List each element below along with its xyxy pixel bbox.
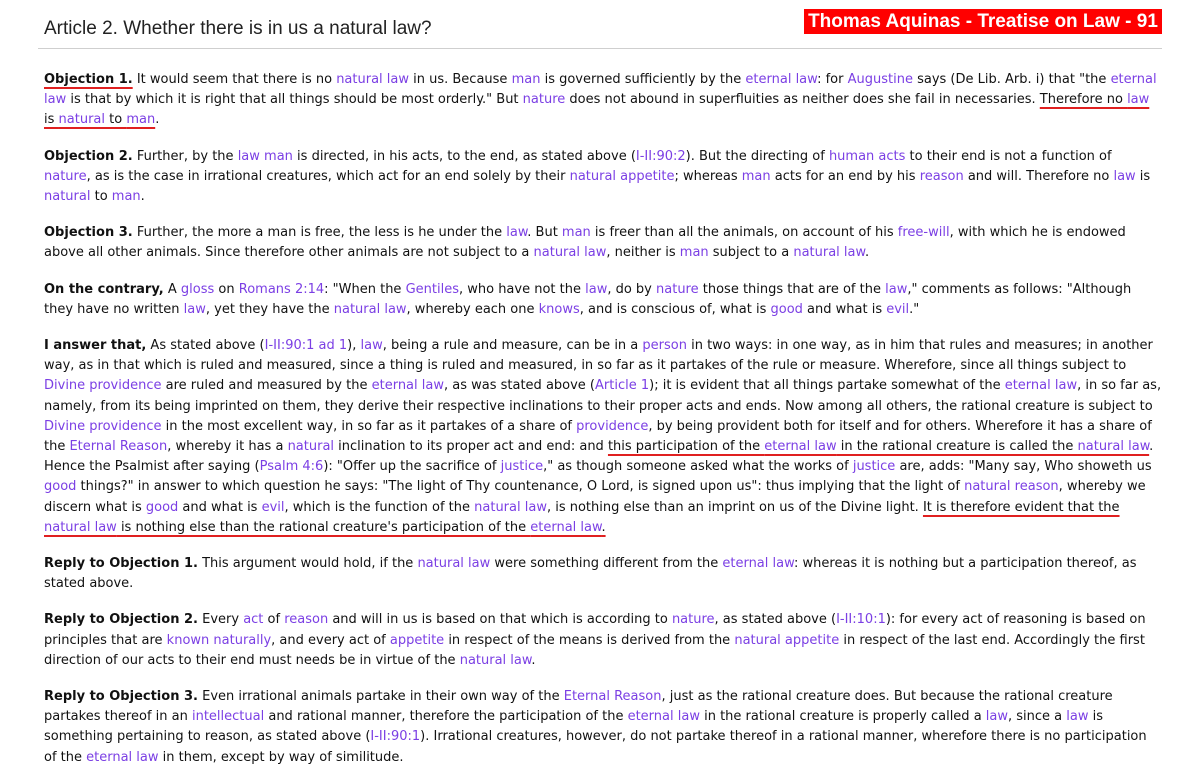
- text-segment: in the rational creature is called the: [836, 439, 1078, 455]
- text-segment: .: [601, 519, 606, 535]
- paragraph-label: Objection 1.: [44, 72, 133, 87]
- text-segment: those things that are of the: [698, 281, 886, 297]
- text-segment: acts for an end by his: [770, 168, 920, 184]
- term-link[interactable]: nature: [522, 92, 566, 108]
- term-link[interactable]: man: [264, 148, 293, 164]
- text-segment: , as stated above (: [714, 612, 837, 628]
- text-segment: ): for every act of reasoning is based on principles that are: [44, 612, 1146, 648]
- term-link[interactable]: I-II:90:2: [635, 148, 686, 164]
- text-segment: Every: [197, 612, 244, 628]
- paragraph-label: Reply to Objection 2.: [44, 612, 198, 628]
- text-segment: to: [105, 112, 127, 128]
- text-segment: in respect of the last end. Accordingly the first direction of our acts to their end must needs be in virtue of the: [44, 632, 1145, 668]
- term-link[interactable]: eternal law: [44, 72, 1157, 108]
- term-link[interactable]: natural law: [336, 72, 409, 87]
- text-segment: .: [155, 112, 160, 128]
- paragraph-label: On the contrary,: [44, 281, 164, 297]
- term-link[interactable]: Article 1: [595, 378, 650, 394]
- text-segment: inclination to its proper act and end: and: [334, 439, 608, 455]
- text-segment: and will in us is based on that which is according to: [328, 612, 672, 628]
- paragraph: [44, 687, 1162, 768]
- text-segment: is that by which it is right that all things should be most orderly." But: [66, 92, 523, 108]
- text-segment: A: [163, 281, 181, 297]
- text-segment: is freer than all the animals, on account of his: [590, 225, 898, 241]
- paragraph: [44, 610, 1162, 671]
- term-link[interactable]: man: [561, 225, 591, 241]
- term-link[interactable]: I-II:90:1 ad 1: [264, 338, 348, 354]
- term-link[interactable]: eternal law: [530, 519, 602, 535]
- text-segment: , neither is: [606, 245, 680, 261]
- treatise-badge: Thomas Aquinas - Treatise on Law - 91: [804, 9, 1162, 34]
- text-segment: , do by: [607, 281, 657, 297]
- text-segment: , by being provident both for itself and for others. Wherefore it has a share of the: [44, 418, 1152, 455]
- text-segment: , whereby we discern what is: [44, 479, 1146, 515]
- term-link[interactable]: Eternal Reason: [563, 689, 662, 705]
- text-segment: : for: [817, 72, 848, 87]
- text-segment: in two ways: in one way, as in him that rules and measures; in another way, as in that which is ruled and measured, since a thing is ruled and measured, in so far as it partakes of the rule or measure. Wherefore, since all things subject to: [44, 338, 1153, 374]
- paragraph: [44, 70, 1162, 131]
- text-segment: is directed, in his acts, to the end, as stated above (: [292, 148, 636, 164]
- term-link[interactable]: evil: [261, 499, 285, 515]
- term-link[interactable]: justice: [500, 459, 544, 475]
- text-segment: are, adds: "Many say, Who showeth us: [895, 459, 1152, 475]
- term-link[interactable]: natural law: [333, 301, 407, 317]
- term-link[interactable]: natural law: [417, 556, 491, 572]
- text-segment: , as is the case in irrational creatures, which act for an end solely by their: [86, 168, 570, 184]
- term-link[interactable]: eternal law: [627, 709, 700, 725]
- text-segment: . But: [527, 225, 562, 241]
- text-segment: Even irrational animals partake in their own way of the: [197, 689, 564, 705]
- text-segment: ). But the directing of: [685, 148, 829, 164]
- text-segment: .: [531, 652, 536, 668]
- text-segment: Further, by the: [132, 148, 238, 164]
- text-segment: , whereby each one: [406, 301, 539, 317]
- term-link[interactable]: gloss: [180, 281, 215, 297]
- term-link[interactable]: natural law: [533, 245, 607, 261]
- text-segment: is: [1135, 168, 1151, 184]
- text-segment: , as was stated above (: [443, 378, 596, 394]
- term-link[interactable]: human acts: [828, 148, 906, 164]
- text-segment: . Hence the Psalmist after saying (: [44, 439, 1154, 475]
- text-segment: are ruled and measured by the: [161, 378, 372, 394]
- text-segment: ; whereas: [674, 168, 742, 184]
- text-segment: , which is the function of the: [284, 499, 475, 515]
- term-link[interactable]: eternal law: [745, 72, 818, 87]
- term-link[interactable]: free-will: [897, 225, 950, 241]
- term-link[interactable]: man: [511, 72, 541, 87]
- text-segment: , just as the rational creature does. But because the rational creature partakes thereof in an: [44, 689, 1113, 725]
- term-link[interactable]: Gentiles: [405, 281, 459, 297]
- term-link[interactable]: evil: [886, 301, 910, 317]
- term-link[interactable]: law: [585, 281, 608, 297]
- term-link[interactable]: man: [126, 112, 156, 128]
- term-link[interactable]: intellectual: [191, 709, 265, 725]
- paragraph-label: I answer that,: [44, 338, 147, 354]
- text-segment: subject to a: [708, 245, 794, 261]
- text-segment: , and every act of: [271, 632, 390, 648]
- text-segment: As stated above (: [146, 338, 265, 354]
- text-segment: , who have not the: [458, 281, 586, 297]
- text-segment: to: [90, 189, 112, 205]
- term-link[interactable]: providence: [576, 418, 649, 434]
- text-segment: : "When the: [324, 281, 406, 297]
- term-link[interactable]: reason: [284, 612, 329, 628]
- text-segment: in the rational creature is properly called a: [699, 709, 986, 725]
- text-segment: ," as though someone asked what the works of: [543, 459, 853, 475]
- term-link[interactable]: good: [145, 499, 179, 515]
- text-segment: to their end is not a function of: [905, 148, 1112, 164]
- term-link[interactable]: justice: [852, 459, 896, 475]
- text-segment: says (De Lib. Arb. i) that "the: [912, 72, 1111, 87]
- text-segment: is something pertaining to reason, as stated above (: [44, 709, 1104, 745]
- text-segment: : whereas it is nothing but a participation thereof, as stated above.: [44, 556, 1137, 592]
- text-segment: , whereby it has a: [167, 439, 288, 455]
- text-segment: on: [214, 281, 239, 297]
- text-segment: in them, except by way of similitude.: [158, 749, 404, 765]
- paragraph: [44, 147, 1162, 208]
- term-link[interactable]: man: [679, 245, 709, 261]
- article-body: [44, 70, 1162, 784]
- text-segment: were something different from the: [490, 556, 723, 572]
- term-link[interactable]: natural: [44, 189, 91, 205]
- text-segment: .: [864, 245, 870, 261]
- text-segment: , is nothing else than an imprint on us of the Divine light.: [546, 499, 923, 515]
- text-segment: ," comments as follows: "Although they have no written: [44, 281, 1132, 317]
- term-link[interactable]: natural law: [793, 245, 865, 261]
- text-segment: Therefore no: [1039, 92, 1128, 108]
- text-segment: .": [909, 301, 920, 317]
- term-link[interactable]: eternal law: [764, 439, 837, 455]
- term-link[interactable]: natural law: [44, 519, 117, 535]
- text-segment: Further, the more a man is free, the less is he under the: [132, 225, 507, 241]
- term-link[interactable]: eternal law: [371, 378, 444, 394]
- term-link[interactable]: law: [1066, 709, 1089, 725]
- text-segment: .: [140, 189, 145, 205]
- text-segment: is nothing else than the rational creature's participation of the: [116, 519, 531, 535]
- term-link[interactable]: nature: [44, 168, 87, 184]
- term-link[interactable]: Divine providence: [44, 378, 162, 394]
- term-link[interactable]: natural: [58, 112, 105, 128]
- text-segment: , being a rule and measure, can be in a: [382, 338, 643, 354]
- term-link[interactable]: natural appetite: [569, 168, 675, 184]
- term-link[interactable]: Romans 2:14: [238, 281, 325, 297]
- paragraph-label: Objection 2.: [44, 148, 133, 164]
- term-link[interactable]: knows: [538, 301, 580, 317]
- term-link[interactable]: known naturally: [166, 632, 272, 648]
- text-segment: this participation of the: [607, 439, 765, 455]
- text-segment: does not abound in superfluities as neither does she fail in necessaries.: [565, 92, 1040, 108]
- text-segment: ): "Offer up the sacrifice of: [323, 459, 501, 475]
- term-link[interactable]: law: [1127, 92, 1150, 108]
- text-segment: , since a: [1008, 709, 1067, 725]
- text-segment: in us. Because: [409, 72, 512, 87]
- term-link[interactable]: natural reason: [964, 479, 1059, 495]
- text-segment: and what is: [802, 301, 887, 317]
- text-segment: , in so far as, namely, from its being imprinted on them, they derive their respective inclinations to their proper acts and ends. Now among all others, the rational creature is subject to: [44, 378, 1162, 414]
- text-segment: , yet they have the: [205, 301, 334, 317]
- header-divider: [38, 48, 1162, 49]
- text-segment: in the most excellent way, in so far as it partakes of a share of: [161, 418, 577, 434]
- paragraph: [44, 280, 1162, 320]
- term-link[interactable]: Eternal Reason: [69, 439, 168, 455]
- text-segment: It would seem that there is no: [132, 72, 337, 87]
- term-link[interactable]: good: [44, 479, 77, 495]
- term-link[interactable]: natural appetite: [734, 632, 840, 648]
- term-link[interactable]: nature: [671, 612, 715, 628]
- text-segment: This argument would hold, if the: [197, 556, 418, 572]
- term-link[interactable]: law: [985, 709, 1009, 725]
- text-segment: , and is conscious of, what is: [579, 301, 771, 317]
- term-link[interactable]: man: [741, 168, 771, 184]
- term-link[interactable]: natural law: [474, 499, 547, 515]
- term-link[interactable]: Psalm 4:6: [259, 459, 324, 475]
- text-segment: and rational manner, therefore the participation of the: [264, 709, 628, 725]
- term-link[interactable]: act: [243, 612, 264, 628]
- text-segment: and will. Therefore no: [963, 168, 1114, 184]
- text-segment: things?" in answer to which question he says: "The light of Thy countenance, O Lord, is signed upon us": thus implying that the light of: [76, 479, 965, 495]
- term-link[interactable]: natural: [287, 439, 335, 455]
- term-link[interactable]: reason: [919, 168, 964, 184]
- term-link[interactable]: eternal law: [722, 556, 795, 572]
- term-link[interactable]: I-II:90:1: [370, 729, 421, 745]
- term-link[interactable]: law: [237, 148, 260, 164]
- paragraph-label: Reply to Objection 1.: [44, 556, 198, 572]
- text-segment: It is therefore evident that the: [922, 499, 1120, 515]
- term-link[interactable]: natural law: [459, 652, 532, 668]
- text-segment: ),: [347, 338, 361, 354]
- text-segment: and what is: [178, 499, 262, 515]
- term-link[interactable]: law: [183, 301, 206, 317]
- term-link[interactable]: appetite: [389, 632, 445, 648]
- term-link[interactable]: eternal law: [1004, 378, 1078, 394]
- term-link[interactable]: law: [360, 338, 383, 354]
- term-link[interactable]: natural law: [1077, 439, 1150, 455]
- term-link[interactable]: man: [111, 189, 141, 205]
- term-link[interactable]: person: [642, 338, 687, 354]
- paragraph: [44, 223, 1162, 263]
- term-link[interactable]: I-II:10:1: [836, 612, 886, 628]
- paragraph: [44, 554, 1162, 594]
- text-segment: ). Irrational creatures, however, do not partake thereof in a rational manner, wherefore there is no participation of the: [44, 729, 1147, 765]
- term-link[interactable]: Augustine: [847, 72, 913, 87]
- text-segment: is: [44, 112, 59, 128]
- term-link[interactable]: nature: [656, 281, 699, 297]
- text-segment: , with which he is endowed above all other animals. Since therefore other animals are not subject to a: [44, 225, 1126, 261]
- term-link[interactable]: eternal law: [86, 749, 159, 765]
- paragraph: [44, 336, 1162, 538]
- text-segment: ); it is evident that all things partake somewhat of the: [649, 378, 1005, 394]
- term-link[interactable]: law: [506, 225, 528, 241]
- term-link[interactable]: Divine providence: [44, 418, 162, 434]
- term-link[interactable]: law: [1113, 168, 1136, 184]
- term-link[interactable]: law: [885, 281, 908, 297]
- text-segment: of: [263, 612, 285, 628]
- article-title: Article 2. Whether there is in us a natural law?: [44, 18, 432, 39]
- paragraph-label: Objection 3.: [44, 225, 133, 241]
- text-segment: in respect of the means is derived from the: [444, 632, 735, 648]
- text-segment: is governed sufficiently by the: [540, 72, 746, 87]
- paragraph-label: Reply to Objection 3.: [44, 689, 198, 705]
- term-link[interactable]: good: [770, 301, 803, 317]
